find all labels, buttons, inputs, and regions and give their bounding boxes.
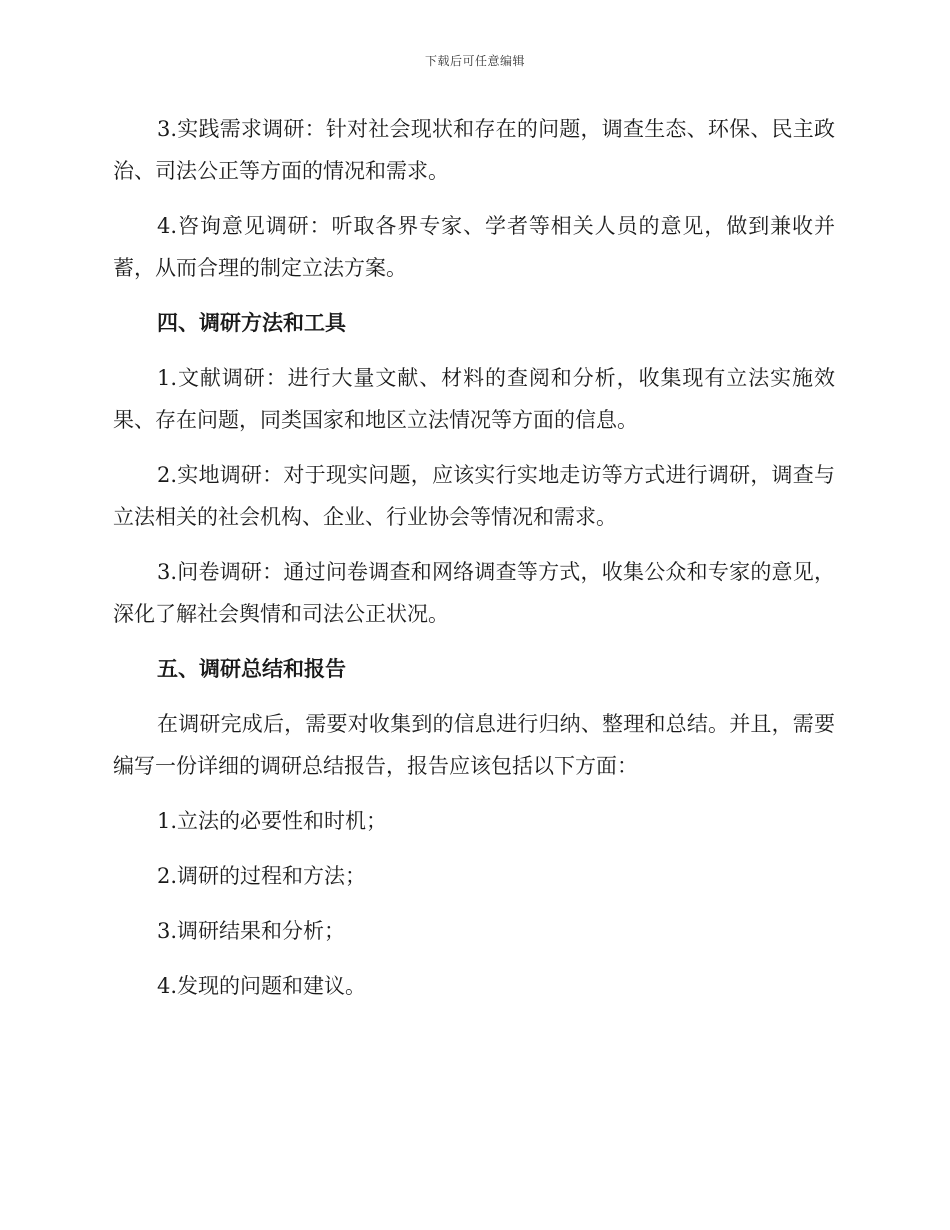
paragraph-consultation-research: 4.咨询意见调研：听取各界专家、学者等相关人员的意见，做到兼收并蓄，从而合理的制定立法方案。: [113, 214, 835, 280]
page-header-note: 下载后可任意编辑: [424, 54, 525, 68]
paragraph-field-research: 2.实地调研：对于现实问题，应该实行实地走访等方式进行调研，调查与立法相关的社会机构、企业、行业协会等情况和需求。: [113, 463, 835, 529]
paragraph-summary-intro: 在调研完成后，需要对收集到的信息进行归纳、整理和总结。并且，需要编写一份详细的调研总结报告，报告应该包括以下方面：: [113, 712, 835, 778]
paragraph-questionnaire-research: 3.问卷调研：通过问卷调查和网络调查等方式，收集公众和专家的意见，深化了解社会舆情和司法公正状况。: [113, 560, 835, 626]
list-item-process: 2.调研的过程和方法；: [157, 864, 367, 888]
document-body: [113, 108, 835, 1020]
list-item-necessity: 1.立法的必要性和时机；: [157, 809, 388, 833]
section-heading-summary: 五、调研总结和报告: [157, 656, 346, 681]
list-item-results: 3.调研结果和分析；: [157, 919, 346, 943]
list-item-issues: 4.发现的问题和建议。: [157, 974, 367, 998]
section-heading-methods: 四、调研方法和工具: [157, 310, 346, 335]
paragraph-literature-research: 1.文献调研：进行大量文献、材料的查阅和分析，收集现有立法实施效果、存在问题，同类国家和地区立法情况等方面的信息。: [113, 366, 835, 432]
paragraph-practice-research: 3.实践需求调研：针对社会现状和存在的问题，调查生态、环保、民主政治、司法公正等方面的情况和需求。: [113, 117, 835, 183]
